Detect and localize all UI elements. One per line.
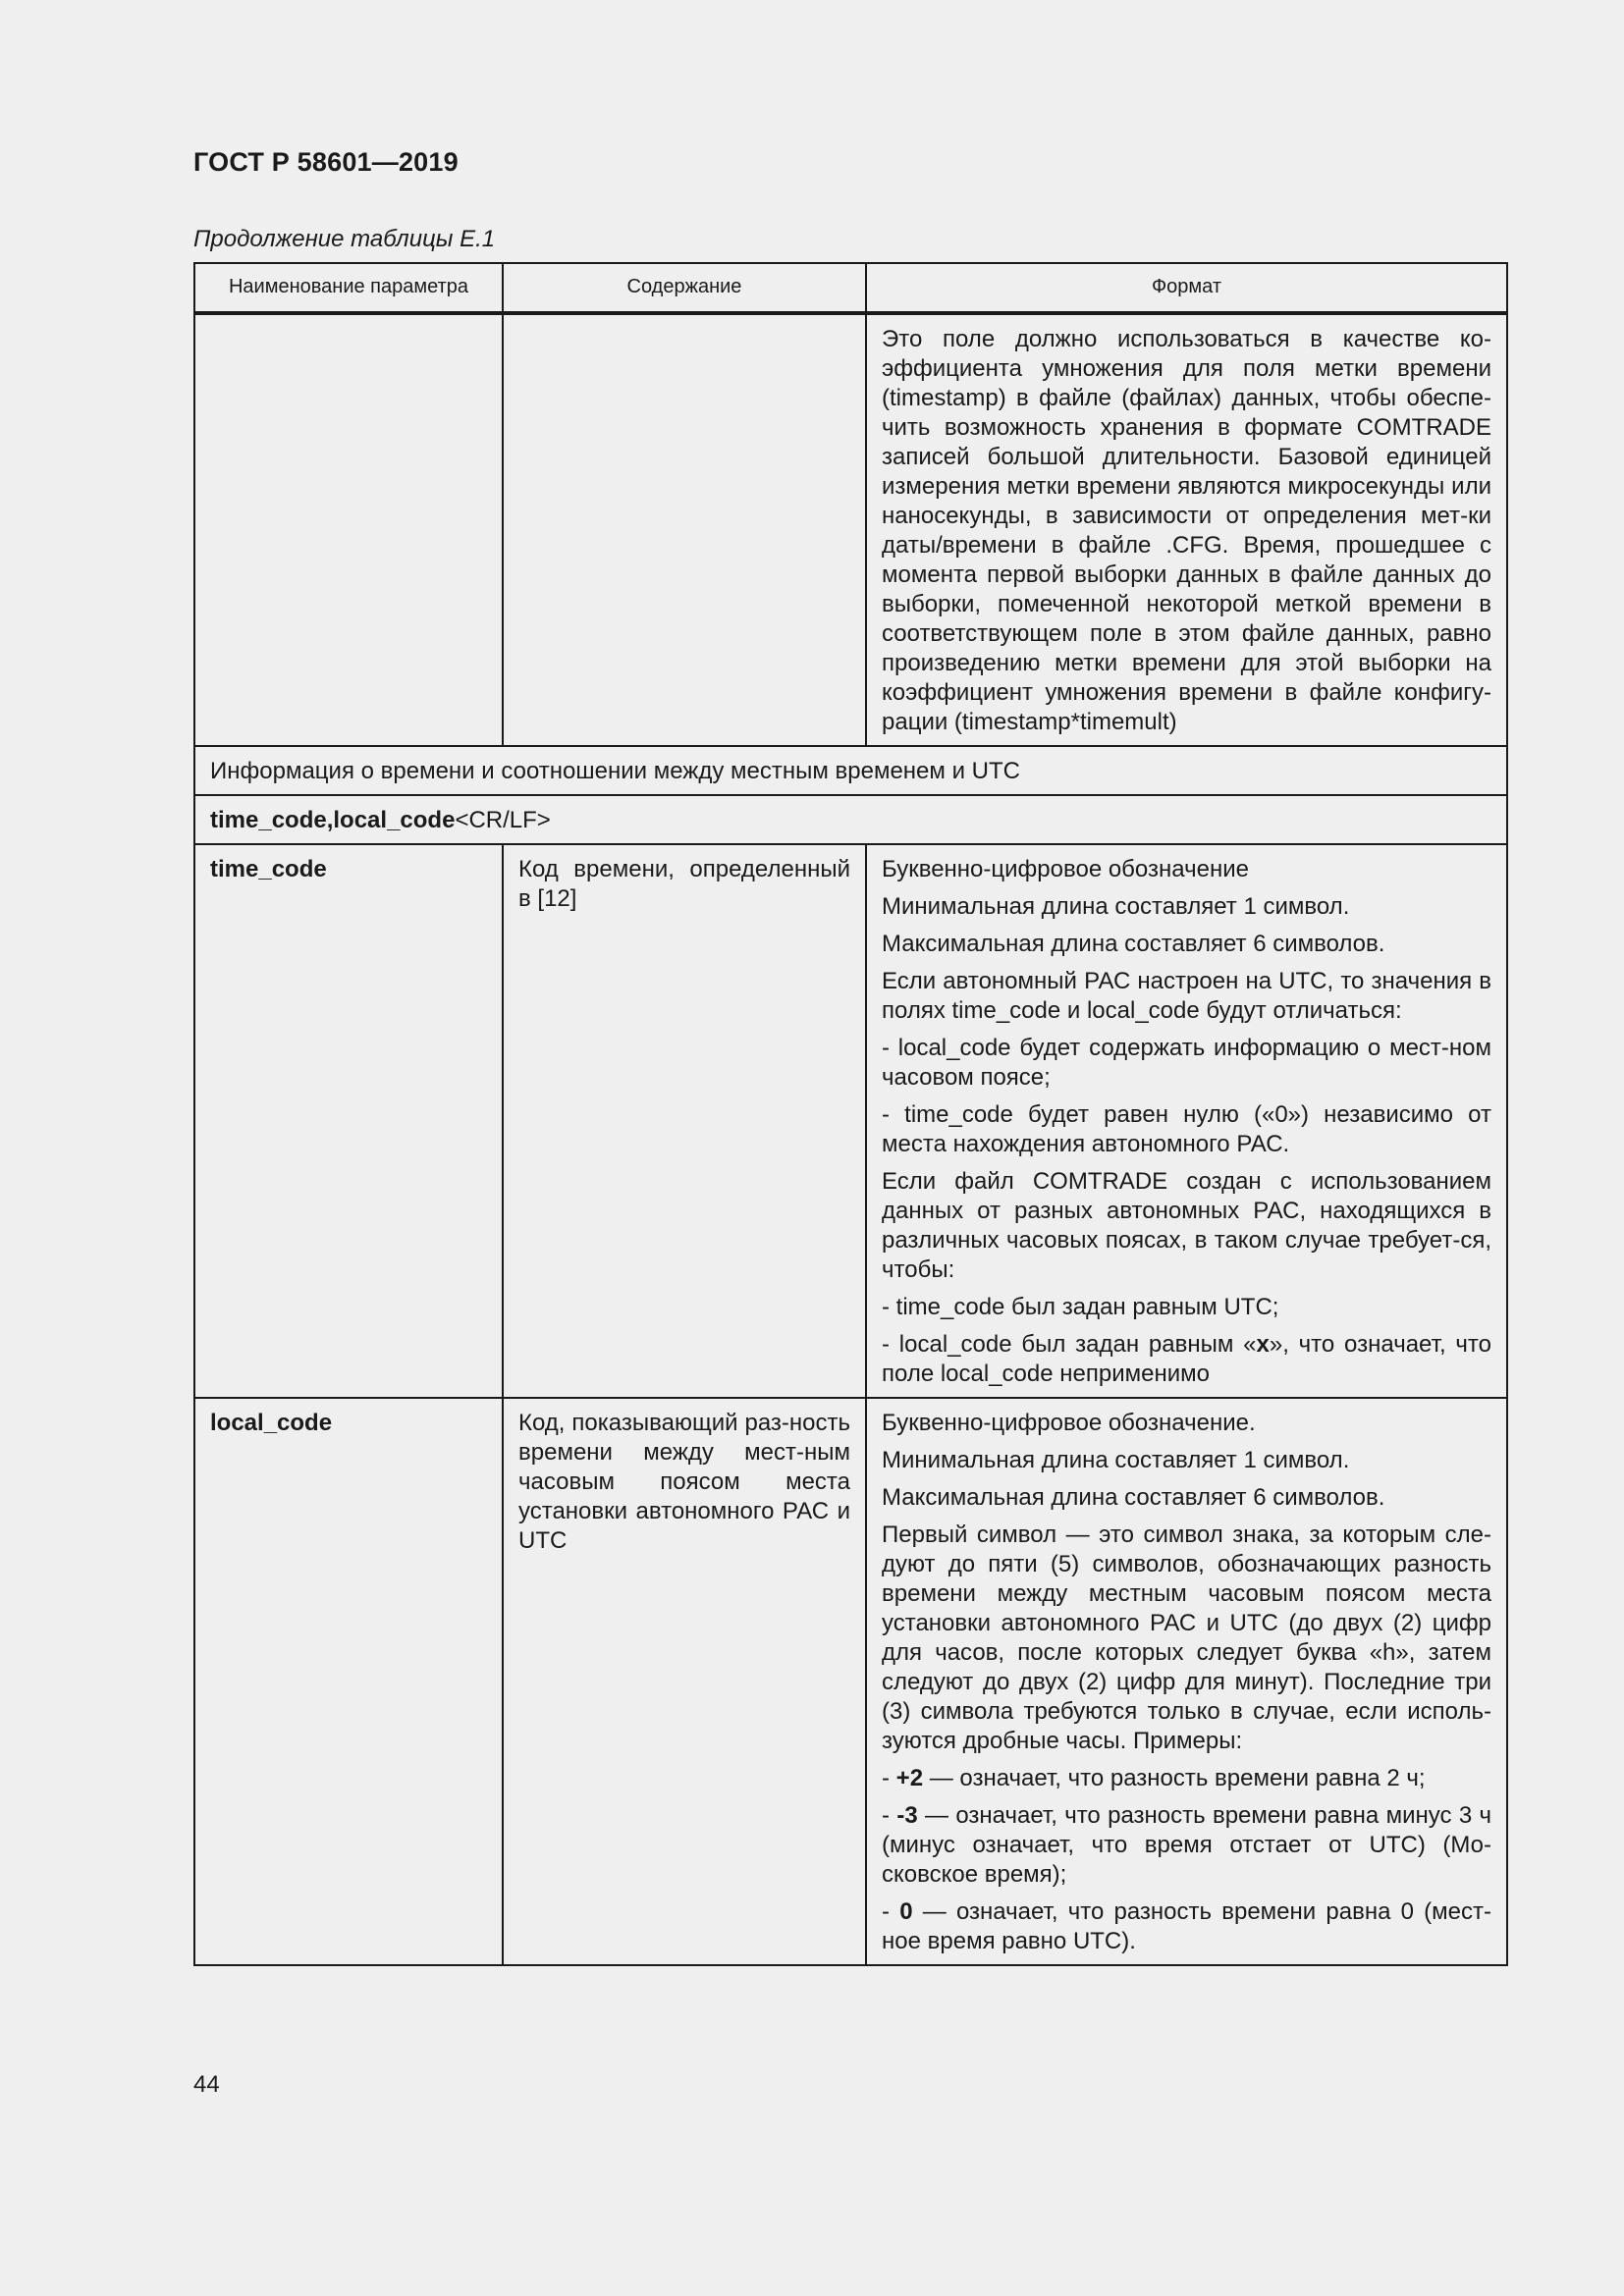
- bold-x: x: [1256, 1331, 1270, 1358]
- format-item: Минимальная длина составляет 1 символ.: [882, 1447, 1350, 1473]
- param-name: time_code: [210, 856, 327, 882]
- example-value: +2: [895, 1765, 924, 1791]
- column-header-content: Содержание: [503, 263, 866, 313]
- format-item-last: [882, 1330, 1491, 1389]
- format-item: Максимальная длина составляет 6 символов.: [882, 1484, 1385, 1511]
- line-format-terminator: <CR/LF>: [455, 807, 551, 833]
- table-section-row: [194, 746, 1507, 795]
- format-item: - time_code был задан равным UTC;: [882, 1294, 1279, 1320]
- param-name: local_code: [210, 1410, 333, 1436]
- text-after: », что означает, что поле local_code неприменимо: [882, 1331, 1491, 1387]
- example-prefix: -: [882, 1765, 896, 1791]
- section-title: Информация о времени и соотношении между местным временем и UTC: [194, 746, 1507, 795]
- format-item: Буквенно-цифровое обозначение.: [882, 1410, 1256, 1436]
- example-prefix: -: [882, 1802, 897, 1829]
- format-item: Первый символ — это символ знака, за которым сле-дуют до пяти (5) символов, обозначающих разность времени между местным часовым поясом места установки автономного РАС и UTC (до двух (2) цифр для часов, после которых следует буква «h», затем следуют до двух (2) цифр для минут). Последние три (3) символа требуются только в случае, если исполь-зуются дробные часы. Примеры:: [882, 1522, 1491, 1754]
- param-content: Код времени, определенный в [12]: [518, 856, 850, 912]
- example-prefix: -: [882, 1898, 900, 1925]
- format-item: - time_code будет равен нулю («0») независимо от места нахождения автономного РАС.: [882, 1101, 1491, 1157]
- cell-format-timemult: [866, 313, 1507, 746]
- example-item: [882, 1801, 1491, 1890]
- format-item: - local_code будет содержать информацию о мест-ном часовом поясе;: [882, 1035, 1491, 1091]
- example-item: [882, 1897, 1491, 1956]
- document-header: ГОСТ Р 58601—2019: [193, 147, 459, 177]
- example-text: — означает, что разность времени равна 2 ч;: [923, 1765, 1426, 1791]
- table-header-row: [194, 263, 1507, 313]
- param-content: Код, показывающий раз-ность времени между мест-ным часовым поясом места установки автономного РАС и UTC: [518, 1410, 850, 1554]
- example-item: [882, 1764, 1491, 1793]
- parameters-table: [193, 262, 1508, 1966]
- format-item: Максимальная длина составляет 6 символов.: [882, 931, 1385, 957]
- example-value: 0: [899, 1898, 913, 1925]
- format-item: Если автономный РАС настроен на UTC, то значения в полях time_code и local_code будут отличаться:: [882, 968, 1491, 1024]
- example-text: — означает, что разность времени равна 0 (мест-ное время равно UTC).: [882, 1898, 1491, 1954]
- table-row-time-code: [194, 844, 1507, 1398]
- cell-name-local-code: [194, 1398, 503, 1965]
- cell-format-local-code: [866, 1398, 1507, 1965]
- cell-content-local-code: [503, 1398, 866, 1965]
- cell-content-empty: [503, 313, 866, 746]
- cell-format-time-code: [866, 844, 1507, 1398]
- text-before: - local_code был задан равным «: [882, 1331, 1257, 1358]
- table-row-local-code: [194, 1398, 1507, 1965]
- page-number: 44: [193, 2071, 220, 2098]
- line-format: [194, 795, 1507, 844]
- table-row-timemult: [194, 313, 1507, 746]
- example-value: -3: [896, 1802, 918, 1829]
- table-caption: Продолжение таблицы Е.1: [193, 226, 496, 252]
- format-item: Минимальная длина составляет 1 символ.: [882, 893, 1350, 920]
- format-paragraph: Это поле должно использоваться в качестве ко-эффициента умножения для поля метки времени (timestamp) в файле (файлах) данных, чтобы обеспе-чить возможность хранения в формате COMTRADE записей большой длительности. Базовой единицей измерения метки времени являются микросекунды или наносекунды, в зависимости от определения мет-ки даты/времени в файле .CFG. Время, прошедшее с момента первой выборки данных в файле данных до выборки, помеченной некоторой меткой времени в соответствующем поле в этом файле данных, равно произведению метки времени для этой выборки на коэффициент умножения времени в файле конфигу-рации (timestamp*timemult): [882, 326, 1491, 735]
- cell-name-empty: [194, 313, 503, 746]
- example-text: — означает, что разность времени равна минус 3 ч (минус означает, что время отстает от UTC) (Мо-сковское время);: [882, 1802, 1491, 1888]
- column-header-format: Формат: [866, 263, 1507, 313]
- table-line-format-row: [194, 795, 1507, 844]
- format-item: Буквенно-цифровое обозначение: [882, 856, 1249, 882]
- column-header-name: Наименование параметра: [194, 263, 503, 313]
- format-item: Если файл COMTRADE создан с использованием данных от разных автономных РАС, находящихся в различных часовых поясах, в таком случае требует-ся, чтобы:: [882, 1168, 1491, 1283]
- line-format-fields: time_code,local_code: [210, 807, 456, 833]
- cell-name-time-code: [194, 844, 503, 1398]
- cell-content-time-code: [503, 844, 866, 1398]
